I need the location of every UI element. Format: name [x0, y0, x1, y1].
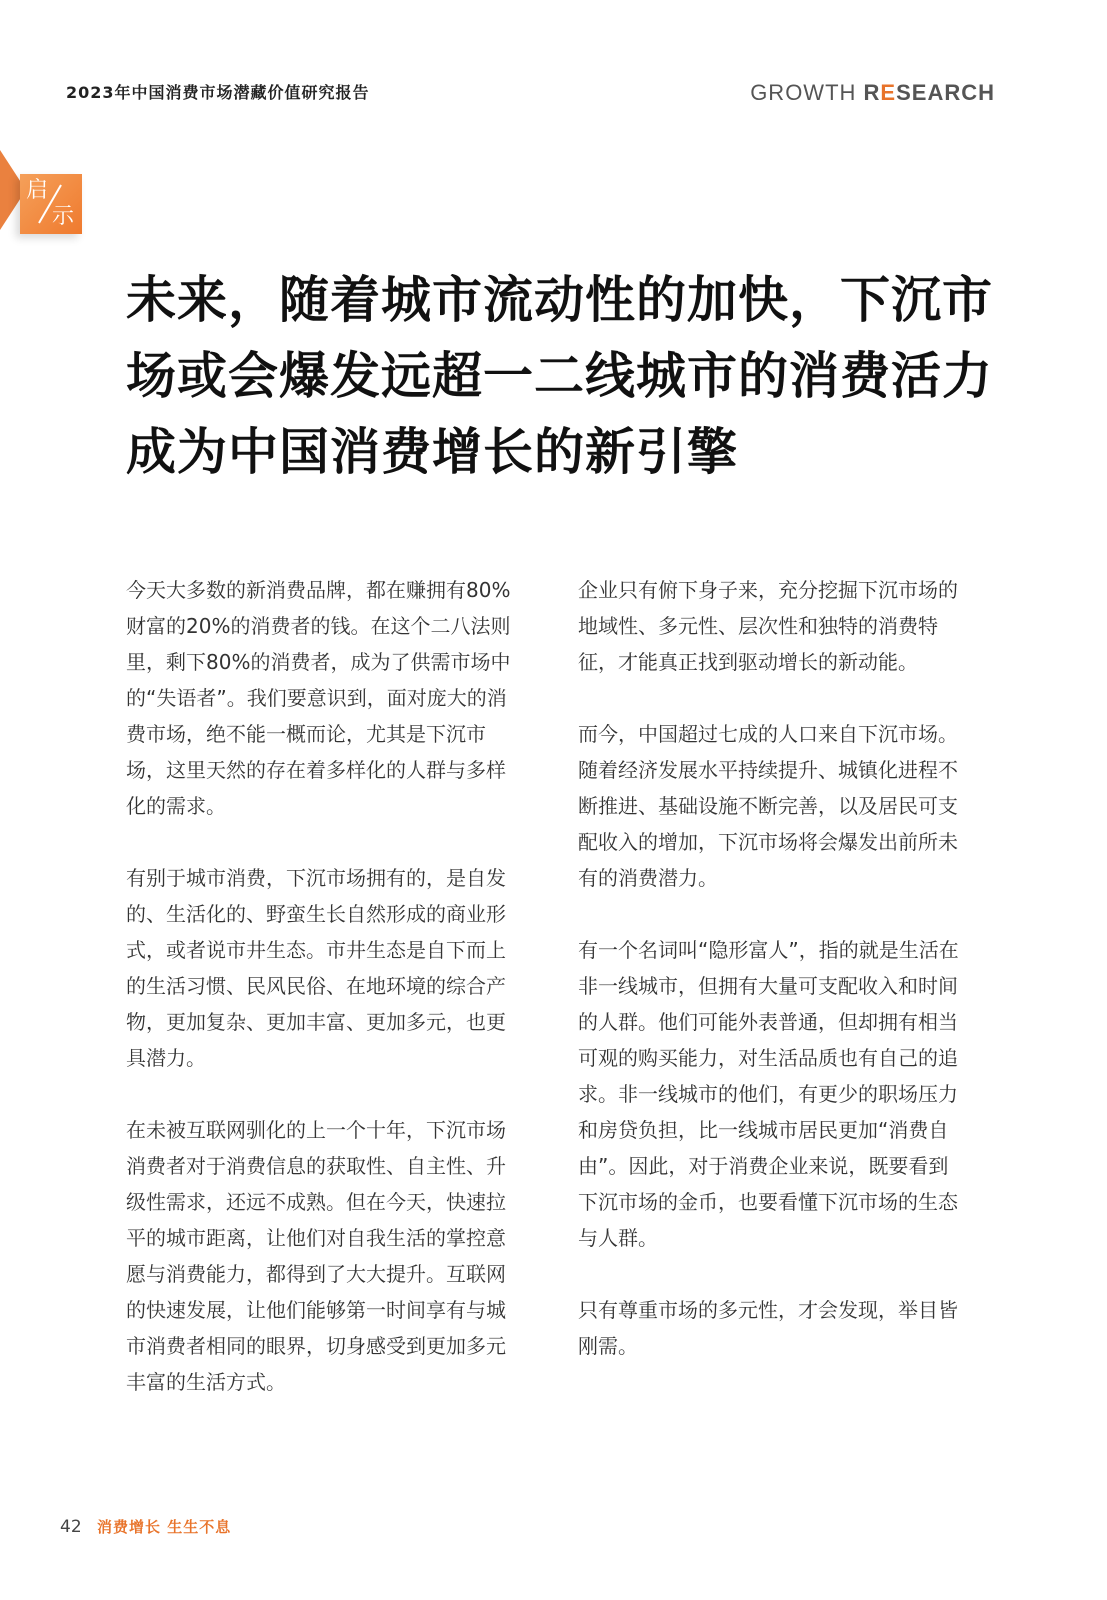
left-paragraph-3: 在未被互联网驯化的上一个十年，下沉市场消费者对于消费信息的获取性、自主性、升级性需求，还远不成熟。但在今天，快速拉平的城市距离，让他们对自我生活的掌控意愿与消费能力，都得到了大大提升。互联网的快速发展，让他们能够第一时间享有与城市消费者相同的眼界，切身感受到更加多元丰富的生活方式。 — [126, 1118, 506, 1394]
headline-line-1: 未来，随着城市流动性的加快，下沉市 — [126, 271, 993, 329]
left-paragraph-1: 今天大多数的新消费品牌，都在赚拥有80%财富的20%的消费者的钱。在这个二八法则里，剩下80%的消费者，成为了供需市场中的“失语者”。我们要意识到，面对庞大的消费市场，绝不能一概而论，尤其是下沉市场，这里天然的存在着多样化的人群与多样化的需求。 — [126, 578, 511, 818]
report-title: 2023年中国消费市场潜藏价值研究报告 — [66, 83, 370, 102]
right-paragraph-3: 有一个名词叫“隐形富人”，指的就是生活在非一线城市，但拥有大量可支配收入和时间的人群。他们可能外表普通，但却拥有相当可观的购买能力，对生活品质也有自己的追求。非一线城市的他们，有更少的职场压力和房贷负担，比一线城市居民更加“消费自由”。因此，对于消费企业来说，既要看到下沉市场的金币，也要看懂下沉市场的生态与人群。 — [578, 938, 959, 1250]
right-paragraph-4: 只有尊重市场的多元性，才会发现，举目皆刚需。 — [578, 1298, 958, 1358]
insight-badge — [20, 174, 82, 234]
left-column — [126, 572, 512, 1436]
headline-line-2: 场或会爆发远超一二线城市的消费活力 — [126, 347, 993, 405]
right-paragraph-2: 而今，中国超过七成的人口来自下沉市场。随着经济发展水平持续提升、城镇化进程不断推进、基础设施不断完善，以及居民可支配收入的增加，下沉市场将会爆发出前所未有的消费潜力。 — [578, 722, 958, 890]
right-paragraph-1: 企业只有俯下身子来，充分挖掘下沉市场的地域性、多元性、层次性和独特的消费特征，才能真正找到驱动增长的新动能。 — [578, 578, 958, 674]
brand-text-growth: GROWTH — [750, 80, 864, 105]
headline-line-3: 成为中国消费增长的新引擎 — [126, 423, 738, 481]
brand-text-r: R — [863, 80, 881, 105]
left-paragraph-2: 有别于城市消费，下沉市场拥有的，是自发的、生活化的、野蛮生长自然形成的商业形式，或者说市井生态。市井生态是自下而上的生活习惯、民风民俗、在地环境的综合产物，更加复杂、更加丰富、更加多元，也更具潜力。 — [126, 866, 506, 1070]
right-column — [578, 572, 964, 1400]
badge-char-2: 示 — [52, 204, 75, 229]
headline — [126, 262, 993, 490]
brand-logo — [750, 80, 995, 106]
footer-slogan: 消费增长 生生不息 — [97, 1518, 232, 1536]
brand-text-search: SEARCH — [896, 80, 995, 105]
page-footer — [60, 1516, 231, 1537]
brand-text-e: E — [880, 80, 897, 105]
badge-char-1: 启 — [26, 178, 49, 203]
page-number: 42 — [60, 1517, 82, 1537]
